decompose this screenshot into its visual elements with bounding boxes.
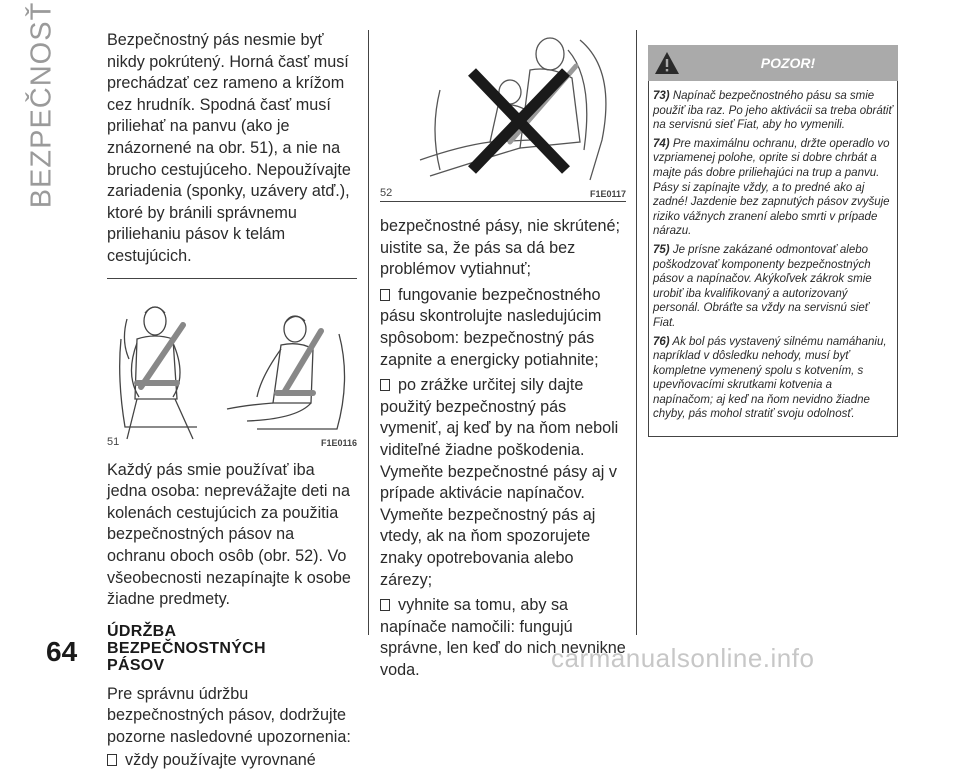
list-item [380,285,626,371]
bullet-text: fungovanie bezpečnostného pásu skontrolujte nasledujúcim spôsobom: bezpečnostný pás zapnite a energicky potiahnite; [380,285,602,369]
warning-content [648,81,898,437]
column-1 [107,30,357,772]
child-on-lap-illustration [380,30,626,190]
list-item [380,375,626,591]
warning-item-text: Je prísne zakázané odmontovať alebo poškodzovať komponenty bezpečnostných pásov a napínačov. Akýkoľvek zákrok smie urobiť iba kvalifikovaný a autorizovaný personál. Obráťte sa vždy na servisnú sieť Fiat. [653,243,872,329]
warning-item-text: Pre maximálnu ochranu, držte operadlo vo vzpriamenej polohe, oprite si dobre chrbát a majte pás dobre priliehajúci na trup a panvu. Pásy si zapínajte vždy, a to predné ako aj zadné! Jazdenie bez zapnutých pásov zvyšuje riziko vážnych zranení alebo smrti v prípade nárazu. [653,137,890,238]
warning-item-text: Napínač bezpečnostného pásu sa smie použiť iba raz. Po jeho aktivácii sa treba obrátiť na servisnú sieť Fiat, aby ho vymenili. [653,90,893,132]
section-side-title [18,1,66,209]
heading-line-3: PÁSOV [107,656,165,674]
checkbox-bullet-icon [107,754,117,766]
untwisted-belts-paragraph: bezpečnostné pásy, nie skrútené; uistite sa, že pás sa dá bez problémov vytiahnuť; [380,217,620,279]
warning-item-number: 75) [653,243,670,256]
figure-52 [380,30,626,206]
warning-item [653,243,893,331]
checkbox-bullet-icon [380,379,390,391]
warning-item [653,137,893,239]
section-heading [107,623,357,674]
bullet-text: vždy používajte vyrovnané [125,751,316,770]
heading-line-2: BEZPEČNOSTNÝCH [107,639,266,657]
bullet-text: po zrážke určitej sily dajte použitý bezpečnostný pás vymeniť, aj keď by na ňom neboli viditeľné žiadne poškodenia. Vymeňte bezpečnostné pásy aj v prípade aktivácie napínačov. Vymeňte bezpečnostný pás aj vtedy, ak na ňom spozorujete znaky opotrebovania alebo zárezy; [380,376,619,589]
checkbox-bullet-icon [380,289,390,301]
checkbox-bullet-icon [380,599,390,611]
seatbelt-illustration [107,279,357,449]
list-item [107,750,357,772]
column-divider [636,30,637,635]
warning-item [653,89,893,133]
column-divider [368,30,369,635]
watermark: carmanualsonline.info [551,643,815,673]
belt-position-paragraph: Bezpečnostný pás nesmie byť nikdy pokrútený. Horná časť musí prechádzať cez rameno a krížom cez hrudník. Spodná časť musí priliehať na panvu (ako je znázornené na obr. 51), a nie na brucho cestujúceho. Nepoužívajte zariadenia (sponky, uzávery atď.), ktoré by bránili správnemu priliehaniu pásov k telám cestujúcich. [107,31,351,265]
figure-52-code: F1E0117 [589,189,626,199]
figure-51-code: F1E0116 [320,437,357,448]
column-2 [380,30,626,681]
bullet-text: vyhnite sa tomu, aby sa napínače namočili: fungujú správne, len keď do nich nevnikne voda. [380,596,626,679]
warning-item [653,335,893,423]
warning-header [648,45,898,81]
heading-line-1: ÚDRŽBA [107,622,177,640]
warning-item-number: 76) [653,335,670,348]
maintenance-intro-paragraph: Pre správnu údržbu bezpečnostných pásov, dodržujte pozorne nasledovné upozornenia: [107,684,351,746]
warning-box [648,45,898,437]
side-title-text: BEZPEČNOSŤ [25,1,58,209]
figure-51-number: 51 [107,435,120,448]
figure-51 [107,278,357,450]
one-person-paragraph: Každý pás smie používať iba jedna osoba: neprevážajte deti na kolenách cestujúcich za použitia bezpečnostných pásov na ochranu oboch osôb (obr. 52). Vo všeobecnosti nezapínajte k osobe žiadne predmety. [107,460,351,609]
warning-item-text: Ak bol pás vystavený silnému namáhaniu, napríklad v dôsledku nehody, musí byť kompletne vymenený spolu s kotvením, s upevňovacími skrutkami kotvenia a napínačom; aj keď na ňom nevidno žiadne chyby, pás mohol stratiť svoju odolnosť. [653,335,887,421]
warning-item-number: 74) [653,137,670,150]
warning-item-number: 73) [653,90,670,102]
warning-title: POZOR! [760,55,816,71]
figure-52-number: 52 [380,187,393,199]
page-number: 64 [46,636,78,667]
